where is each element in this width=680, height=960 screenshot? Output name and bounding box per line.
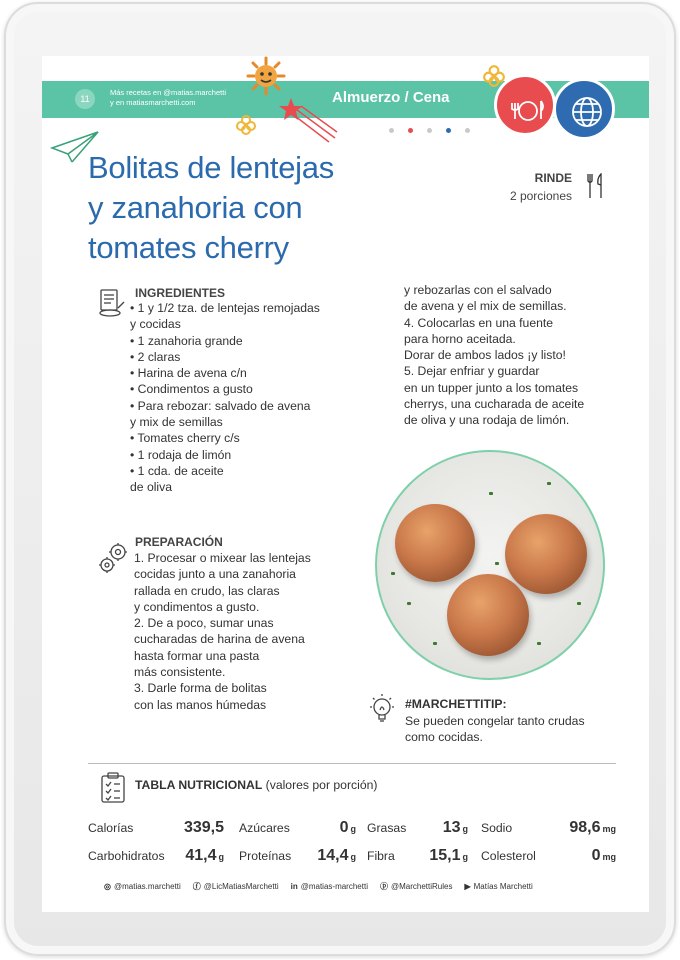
promo-line-1[interactable]: Más recetas en @matias.marchetti [110,88,226,97]
nutrient-value [162,819,224,837]
herb-bit [407,602,411,605]
list-item: • 2 claras [130,349,181,364]
nutrient-unit: g [350,852,356,862]
lentil-ball [505,514,587,594]
lightbulb-icon [364,690,400,726]
nutrition-subtitle: (valores por porción) [265,778,378,792]
herb-bit [547,482,551,485]
list-item: • 1 zanahoria grande [130,333,243,348]
facebook-handle: @LicMatiasMarchetti [203,882,279,891]
list-item: • Condimentos a gusto [130,382,253,397]
herb-bit [489,492,493,495]
sun-doodle-icon [246,56,286,96]
list-item: 4. Colocarlas en una fuente [404,315,554,330]
list-item: 5. Dejar enfriar y guardar [404,364,540,379]
nutrient-value [408,847,468,865]
category-label: Almuerzo / Cena [332,89,450,106]
tip-line-1: Se pueden congelar tanto crudas [405,714,585,728]
nutrient-value [408,819,468,837]
servings-value: 2 porciones [509,189,572,203]
recipe-page [42,56,649,912]
dot-4[interactable] [446,128,451,133]
lunch-dinner-badge [494,74,556,136]
facebook-icon: ⓕ [192,882,201,891]
tablet-frame [4,2,676,956]
pinterest-icon: ⓟ [379,882,388,891]
list-item: • 1 y 1/2 tza. de lentejas remojadas [130,301,320,315]
nutrient-value [162,847,224,865]
page-dots [389,128,470,133]
shooting-star-icon [279,96,339,146]
ingredients-heading: INGREDIENTES [135,286,226,300]
globe-icon [568,93,606,131]
lentil-ball [447,574,529,656]
list-item: y rebozarlas con el salvado [404,283,552,297]
list-item: con las manos húmedas [134,697,267,712]
list-item: y condimentos a gusto. [134,599,260,614]
nutrient-value [536,819,616,837]
preparation-steps [134,550,364,713]
nutrient-value-num: 98,6 [569,819,601,836]
food-icon [509,89,547,127]
instagram-link[interactable] [104,881,181,892]
list-item: y cocidas [130,317,181,332]
nutrient-label: Calorías [88,821,134,835]
nutrient-label: Sodio [481,821,513,835]
linkedin-handle: @matias-marchetti [300,882,368,891]
herb-bit [495,562,499,565]
list-item: 1. Procesar o mixear las lentejas [134,551,311,565]
herb-bit [537,642,541,645]
dot-1[interactable] [389,128,394,133]
recipe-book-icon [98,288,126,318]
linkedin-icon: in [290,882,298,891]
ingredients-list [130,300,360,496]
list-item: cherrys, una cucharada de aceite [404,397,585,412]
page-number: 11 [75,89,95,109]
nutrient-unit: g [350,824,356,834]
nutrient-value [536,847,616,865]
youtube-icon: ▶ [464,882,471,891]
promo-line-2[interactable]: y en matiasmarchetti.com [110,98,196,107]
tip-line-2: como cocidas. [405,730,483,745]
clipboard-checklist-icon [100,772,126,804]
nutrient-value-num: 14,4 [317,847,349,864]
list-item: hasta formar una pasta [134,648,260,663]
list-item: y mix de semillas [130,415,223,430]
nutrient-value-num: 0 [591,847,601,864]
nutrient-unit: mg [602,824,616,834]
social-footer [104,881,533,892]
dot-5[interactable] [465,128,470,133]
title-line-3: tomates cherry [88,230,289,265]
nutrient-label: Grasas [367,821,407,835]
flower-doodle-icon [235,114,257,136]
nutrition-title: TABLA NUTRICIONAL [135,778,263,792]
nutrient-value [296,847,356,865]
youtube-link[interactable] [464,881,532,892]
dot-2[interactable] [408,128,413,133]
nutrition-heading [135,778,377,792]
nutrient-unit: g [462,852,468,862]
list-item: • Para rebozar: salvado de avena [130,398,311,413]
nutrient-value [296,819,356,837]
list-item: • 1 rodaja de limón [130,447,232,462]
list-item: 2. De a poco, sumar unas [134,616,274,631]
list-item: más consistente. [134,665,226,680]
list-item: de oliva [130,480,173,495]
pinterest-link[interactable] [380,881,452,892]
nutrient-label: Fibra [367,849,395,863]
world-badge [553,78,615,140]
preparation-heading: PREPARACIÓN [135,535,223,549]
tip-title: #MARCHETTITIP: [405,697,507,711]
list-item: para horno aceitada. [404,331,516,346]
list-item: en un tupper junto a los tomates [404,380,579,395]
cutlery-icon [585,173,607,199]
youtube-handle: Matías Marchetti [473,882,533,891]
nutrient-unit: mg [602,852,616,862]
servings-label: RINDE [534,171,572,185]
food-photo [375,450,605,680]
facebook-link[interactable] [193,881,279,892]
instagram-handle: @matias.marchetti [113,882,181,891]
title-line-2: y zanahoria con [88,190,303,225]
herb-bit [577,602,581,605]
nutrient-value-num: 41,4 [185,847,217,864]
list-item: Dorar de ambos lados ¡y listo! [404,348,566,363]
list-item: • Harina de avena c/n [130,366,247,381]
gears-icon [96,540,132,576]
nutrient-value-num: 13 [442,819,461,836]
nutrient-unit: g [462,824,468,834]
herb-bit [433,642,437,645]
preparation-steps-continued [404,282,644,429]
list-item: de avena y el mix de semillas. [404,299,567,314]
servings-block [482,171,572,203]
herb-bit [391,572,395,575]
nutrient-value-num: 0 [339,819,349,836]
list-item: • Tomates cherry c/s [130,431,240,446]
nutrient-value-num: 339,5 [183,819,224,836]
nutrient-label: Carbohidratos [88,849,165,863]
promo-text [110,88,226,108]
instagram-icon: ◎ [104,882,111,891]
list-item: cocidas junto a una zanahoria [134,567,296,582]
divider [88,763,616,764]
recipe-title [88,148,408,268]
nutrient-label: Colesterol [481,849,536,863]
tip-text [405,713,615,746]
lentil-ball [395,504,475,582]
list-item: rallada en crudo, las claras [134,583,280,598]
pinterest-handle: @MarchettiRules [390,882,453,891]
list-item: • 1 cda. de aceite [130,463,224,478]
title-line-1: Bolitas de lentejas [88,150,334,185]
nutrient-label: Proteínas [239,849,292,863]
dot-3[interactable] [427,128,432,133]
list-item: 3. Darle forma de bolitas [134,681,267,696]
nutrient-value-num: 15,1 [429,847,461,864]
nutrient-label: Azúcares [239,821,290,835]
list-item: cucharadas de harina de avena [134,632,305,647]
list-item: de oliva y una rodaja de limón. [404,413,570,428]
nutrient-unit: g [218,852,224,862]
linkedin-link[interactable] [291,881,368,892]
